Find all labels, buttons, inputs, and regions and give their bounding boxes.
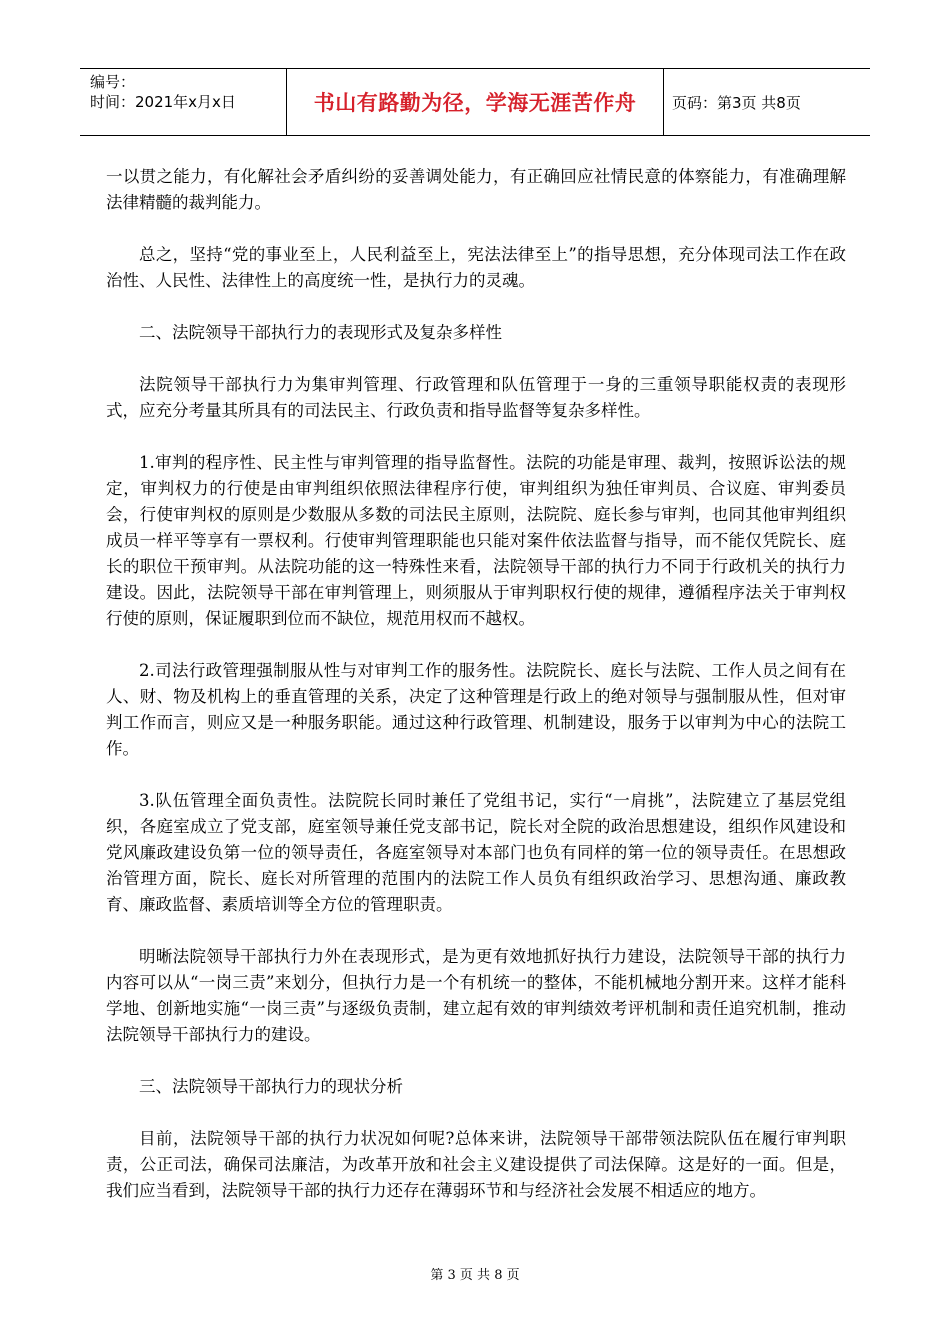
- paragraph-4: 1.审判的程序性、民主性与审判管理的指导监督性。法院的功能是审理、裁判，按照诉讼法的规定，审判权力的行使是由审判组织依照法律程序行使，审判组织为独任审判员、合议庭、审判委员会，行使审判权的原则是少数服从多数的司法民主原则，法院院、庭长参与审判，也同其他审判组织成员一样平等享有一票权利。行使审判管理职能也只能对案件依法监督与指导，而不能仅凭院长、庭长的职位干预审判。从法院功能的这一特殊性来看，法院领导干部的执行力不同于行政机关的执行力建设。因此，法院领导干部在审判管理上，则须服从于审判职权行使的规律，遵循程序法关于审判权行使的原则，保证履职到位而不缺位，规范用权而不越权。: [106, 453, 846, 628]
- paragraph-7: 明晰法院领导干部执行力外在表现形式，是为更有效地抓好执行力建设，法院领导干部的执行力内容可以从“一岗三责”来划分，但执行力是一个有机统一的整体，不能机械地分割开来。这样才能科学地、创新地实施“一岗三责”与逐级负责制，建立起有效的审判绩效考评机制和责任追究机制，推动法院领导干部执行力的建设。: [106, 947, 846, 1044]
- paragraph-8: 目前，法院领导干部的执行力状况如何呢?总体来讲，法院领导干部带领法院队伍在履行审判职责，公正司法，确保司法廉洁，为改革开放和社会主义建设提供了司法保障。这是好的一面。但是，我们应当看到，法院领导干部的执行力还存在薄弱环节和与经济社会发展不相适应的地方。: [106, 1129, 846, 1200]
- paragraph-3: 法院领导干部执行力为集审判管理、行政管理和队伍管理于一身的三重领导职能权责的表现形式，应充分考量其所具有的司法民主、行政负责和指导监督等复杂多样性。: [106, 375, 846, 420]
- paragraph-5: 2.司法行政管理强制服从性与对审判工作的服务性。法院院长、庭长与法院、工作人员之间有在人、财、物及机构上的垂直管理的关系，决定了这种管理是行政上的绝对领导与强制服从性，但对审判工作而言，则应又是一种服务职能。通过这种行政管理、机制建设，服务于以审判为中心的法院工作。: [106, 661, 846, 758]
- number-label: 编号：: [90, 73, 136, 91]
- page-footer: 第 3 页 共 8 页: [430, 1268, 520, 1283]
- page-header: [80, 68, 870, 136]
- header-page-label: 页码：第3页 共8页: [672, 93, 801, 112]
- header-motto: 书山有路勤为径，学海无涯苦作舟: [287, 69, 664, 135]
- header-meta: [80, 69, 287, 135]
- paragraph-1: 一以贯之能力，有化解社会矛盾纠纷的妥善调处能力，有正确回应社情民意的体察能力，有准确理解法律精髓的裁判能力。: [106, 167, 846, 212]
- document-body: [106, 164, 846, 1230]
- section-heading-2: 二、法院领导干部执行力的表现形式及复杂多样性: [139, 323, 502, 342]
- paragraph-2: 总之，坚持“党的事业至上，人民利益至上，宪法法律至上”的指导思想，充分体现司法工作在政治性、人民性、法律性上的高度统一性，是执行力的灵魂。: [106, 245, 846, 290]
- time-label: 时间：2021年x月x日: [90, 93, 236, 111]
- paragraph-6: 3.队伍管理全面负责性。法院院长同时兼任了党组书记，实行“一肩挑”，法院建立了基层党组织，各庭室成立了党支部，庭室领导兼任党支部书记，院长对全院的政治思想建设，组织作风建设和党风廉政建设负第一位的领导责任，各庭室领导对本部门也负有同样的第一位的领导责任。在思想政治管理方面，院长、庭长对所管理的范围内的法院工作人员负有组织政治学习、思想沟通、廉政教育、廉政监督、素质培训等全方位的管理职责。: [106, 791, 846, 914]
- section-heading-3: 三、法院领导干部执行力的现状分析: [139, 1077, 403, 1096]
